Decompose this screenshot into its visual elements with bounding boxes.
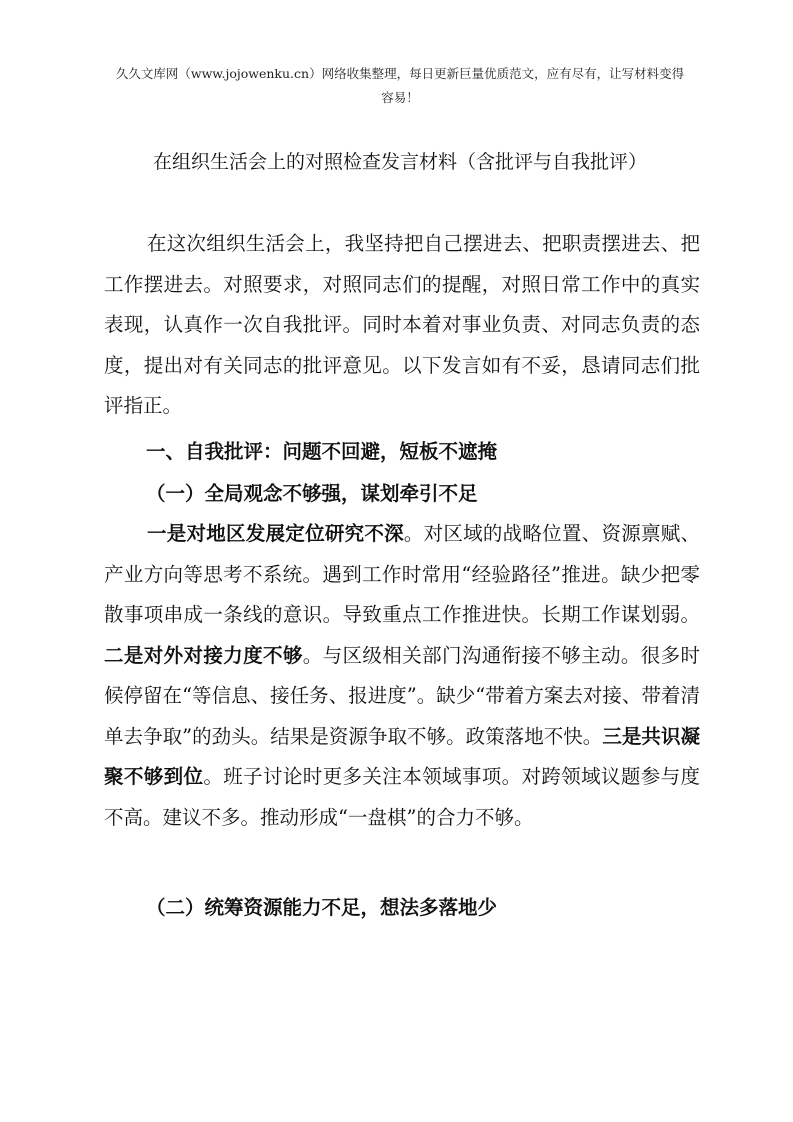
document-title: 在组织生活会上的对照检查发言材料（含批评与自我批评） [152, 151, 647, 173]
point-2-lead: 二是对外对接力度不够 [104, 643, 303, 667]
point-2-text: 。与区级相关部门沟通衔接不够主动。很多时候停留在“等信息、接任务、报进度”。缺少“带着方案去对接、带着清单去争取”的劲头。结果是资源争取不够。政策落地不快。 [104, 643, 700, 748]
point-1-lead: 一是对地区发展定位研究不深 [147, 522, 404, 545]
intro-paragraph: 在这次组织生活会上，我坚持把自己摆进去、把职责摆进去、把工作摆进去。对照要求，对照同志们的提醒，对照日常工作中的真实表现，认真作一次自我批评。同时本着对事业负责、对同志负责的态度，提出对有关同志的批评意见。以下发言如有不妥，恳请同志们批评指正。 [104, 232, 700, 417]
header-line-1: 久久文库网（www.jojowenku.cn）网络收集整理，每日更新巨量优质范文，应有尽有，让写材料变得 [115, 66, 685, 81]
header-line-2: 容易！ [381, 90, 419, 105]
subsection-1-paragraph [104, 514, 700, 838]
page-header [100, 62, 700, 110]
point-1-text: 。对区域的战略位置、资源禀赋、产业方向等思考不系统。遇到工作时常用“经验路径”推进。缺少把零散事项串成一条线的意识。导致重点工作推进快。长期工作谋划弱。 [104, 522, 700, 626]
point-3-lead: 三是共识凝聚不够到位 [104, 724, 700, 788]
section-1-heading: 一、自我批评：问题不回避，短板不遮掩 [146, 440, 498, 463]
subsection-2-heading: （二）统筹资源能力不足，想法多落地少 [146, 896, 498, 919]
point-3-text: 。班子讨论时更多关注本领域事项。对跨领域议题参与度不高。建议不多。推动形成“一盘棋”的合力不够。 [104, 765, 700, 829]
subsection-1-heading: （一）全局观念不够强，谋划牵引不足 [146, 482, 478, 505]
